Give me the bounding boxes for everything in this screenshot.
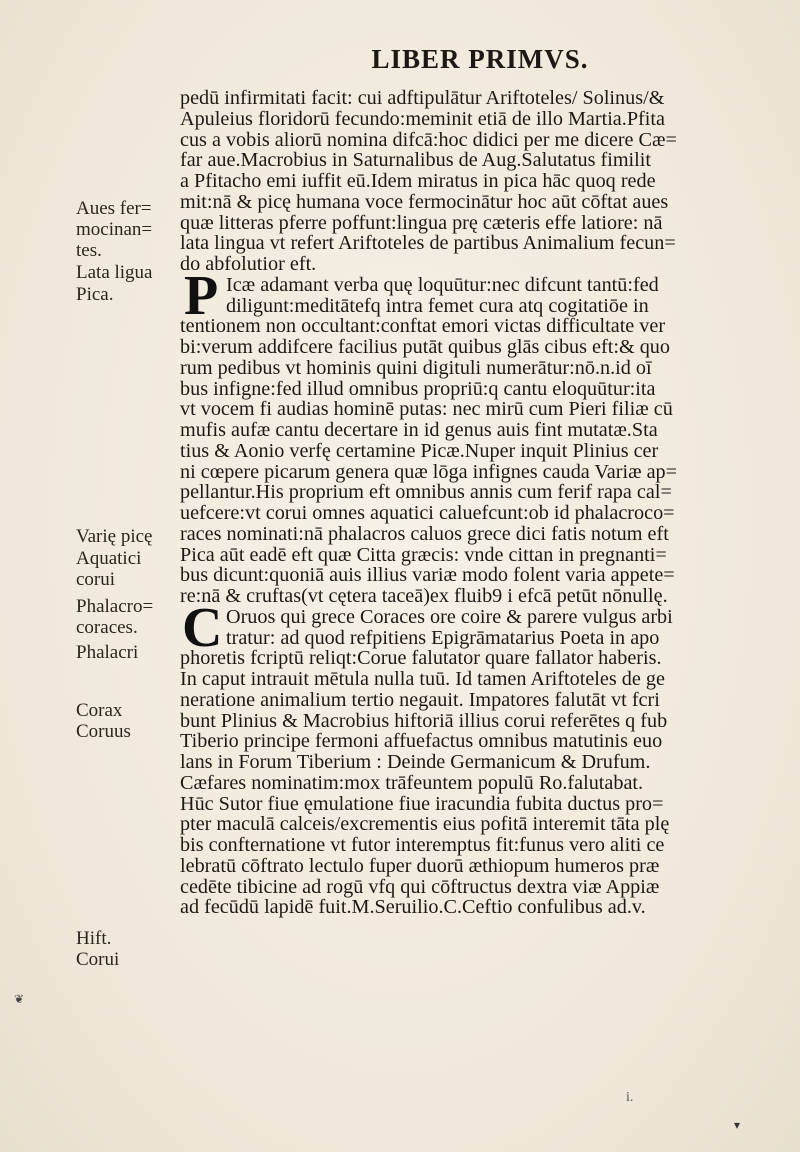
main-text-column xyxy=(180,88,762,918)
margin-note-line: Hift. xyxy=(76,928,112,949)
margin-note-phalacri xyxy=(76,642,138,663)
text-line: bus dicunt:quoniā auis illius variæ modo folent varia appete= xyxy=(180,564,675,587)
margin-note-variae-picae xyxy=(76,526,152,547)
margin-note-line: corui xyxy=(76,569,116,590)
margin-note-aues xyxy=(76,198,152,261)
stray-ink-mark: ❦ xyxy=(14,992,25,1006)
text-line: ad fecūdū lapidē fuit.M.Seruilio.C.Ceftio confulibus ad.v. xyxy=(180,896,646,919)
text-line: races nominati:nā phalacros caluos grece dici fatis notum eft xyxy=(180,522,669,545)
text-line: In caput intrauit mētula nulla tuū. Id tamen Ariftoteles de ge xyxy=(180,668,665,690)
text-line: bis confternatione vt futor interemptus fit:funus vero aliti ce xyxy=(180,834,665,856)
margin-note-line: coraces. xyxy=(76,617,138,638)
ink-dot: ▾ xyxy=(734,1118,741,1132)
margin-note-line: Pica. xyxy=(76,284,114,305)
text-line: Apuleius floridorū fecundo:meminit etiā de illo Martia.Pfita xyxy=(180,107,665,130)
text-line: lans in Forum Tiberium : Deinde Germanicum & Drufum. xyxy=(180,751,651,773)
text-line: tentionem non occultant:conftat emori victas difficultate ver xyxy=(180,315,666,338)
text-line: phoretis fcriptū reliqt:Corue falutator quare fallator haberis. xyxy=(180,647,662,670)
margin-note-aquatici-corui xyxy=(76,548,141,590)
margin-note-hist-corui xyxy=(76,928,119,970)
text-line: vt vocem fi audias hominē putas: nec mirū cum Pieri filiæ cū xyxy=(180,398,673,421)
text-line: pellantur.His proprium eft omnibus annis cum ferif rapa cal= xyxy=(180,481,672,504)
text-line: a Pfitacho emi iuffit eū.Idem miratus in pica hāc quoq rede xyxy=(180,170,656,192)
text-line: far aue.Macrobius in Saturnalibus de Aug.Salutatus fimilit xyxy=(180,149,651,172)
margin-note-line: Aquatici xyxy=(76,548,142,569)
text-line: Hūc Sutor fiue ęmulatione fiue iracundia fubita ductus pro= xyxy=(180,792,664,815)
text-line: bunt Plinius & Macrobius hiftoriā illius corui referētes q fub xyxy=(180,709,668,732)
margin-note-phalacrocoraces xyxy=(76,596,153,638)
text-line: tius & Aonio verfę certamine Picæ.Nuper inquit Plinius cer xyxy=(180,439,659,462)
text-line: Oruos qui grece Coraces ore coire & parere vulgus arbi xyxy=(226,605,673,628)
margin-note-pica xyxy=(76,284,113,305)
margin-note-line: Varię picę xyxy=(76,526,153,547)
text-line: pter maculā calceis/excrementis eius pofitā interemit tāta plę xyxy=(180,813,670,836)
signature-mark: i. xyxy=(626,1090,634,1105)
text-line: quæ litteras pferre poffunt:lingua prę cæteris effe latiore: nā xyxy=(180,211,663,234)
text-line: Icæ adamant verba quę loquūtur:nec difcunt tantū:fed xyxy=(226,273,659,296)
text-line: tratur: ad quod refpitiens Epigrāmatarius Poeta in apo xyxy=(226,626,660,649)
text-line: rum pedibus vt hominis quini digituli numerātur:nō.n.id oī xyxy=(180,356,652,379)
margin-note-line: Corax xyxy=(76,700,123,721)
text-line: bi:verum addifcere facilius putāt quibus glās cibus eft:& quo xyxy=(180,336,670,358)
margin-note-line: mocinan= xyxy=(76,219,153,240)
margin-note-line: tes. xyxy=(76,240,102,261)
margin-note-line: Aues fer= xyxy=(76,198,152,219)
text-line: cedēte tibicine ad rogū vfq qui cōftructus dextra viæ Appiæ xyxy=(180,875,660,898)
margin-note-corax-coruus xyxy=(76,700,131,742)
text-line: lata lingua vt refert Ariftoteles de partibus Animalium fecun= xyxy=(180,232,676,255)
margin-note-line: Lata ligua xyxy=(76,262,153,283)
text-line: Cæfares nominatim:mox trāfeuntem populū Ro.falutabat. xyxy=(180,771,644,794)
text-line: do abfolutior eft. xyxy=(180,253,317,275)
text-line: lebratū cōftrato lectulo fuper duorū æthiopum humeros præ xyxy=(180,854,660,877)
drop-capital-p: P xyxy=(184,264,219,327)
text-line: ni cœpere picarum genera quæ lōga infignes cauda Variæ ap= xyxy=(180,460,678,483)
margin-note-line: Corui xyxy=(76,949,120,970)
text-line: pedū infirmitati facit: cui adftipulātur Ariftoteles/ Solinus/& xyxy=(180,87,665,109)
text-line: Tiberio principe fermoni affuefactus omnibus matutinis euo xyxy=(180,730,663,753)
text-line: mit:nā & picę humana voce fermocinātur hoc aūt cōftat aues xyxy=(180,190,669,213)
text-line: neratione animalium tertio negauit. Impatores falutāt vt fcri xyxy=(180,688,660,711)
text-line: Pica aūt eadē eft quæ Citta græcis: vnde cittan in pregnanti= xyxy=(180,543,667,566)
drop-capital-c: C xyxy=(182,596,223,659)
text-line: bus infigne:fed illud omnibus propriū:q cantu eloquūtur:ita xyxy=(180,377,656,400)
text-line: re:nā & cruftas(vt cętera taceā)ex fluib9 i efcā petūt nōnullę. xyxy=(180,585,668,607)
margin-note-lata-ligua xyxy=(76,262,153,283)
margin-note-line: Phalacro= xyxy=(76,596,154,617)
margin-note-line: Coruus xyxy=(76,721,131,742)
text-line: uefcere:vt corui omnes aquatici caluefcunt:ob id phalacroco= xyxy=(180,502,675,524)
text-line: diligunt:meditātefq intra femet cura atq cogitatiōe in xyxy=(226,294,649,317)
margin-note-line: Phalacri xyxy=(76,642,139,663)
text-line: mufis aufæ cantu decertare in id genus auis fint mutatæ.Sta xyxy=(180,419,658,441)
running-head: LIBER PRIMVS. xyxy=(371,44,589,74)
text-line: cus a vobis aliorū nomina difcā:hoc didici per me dicere Cæ= xyxy=(180,128,677,151)
